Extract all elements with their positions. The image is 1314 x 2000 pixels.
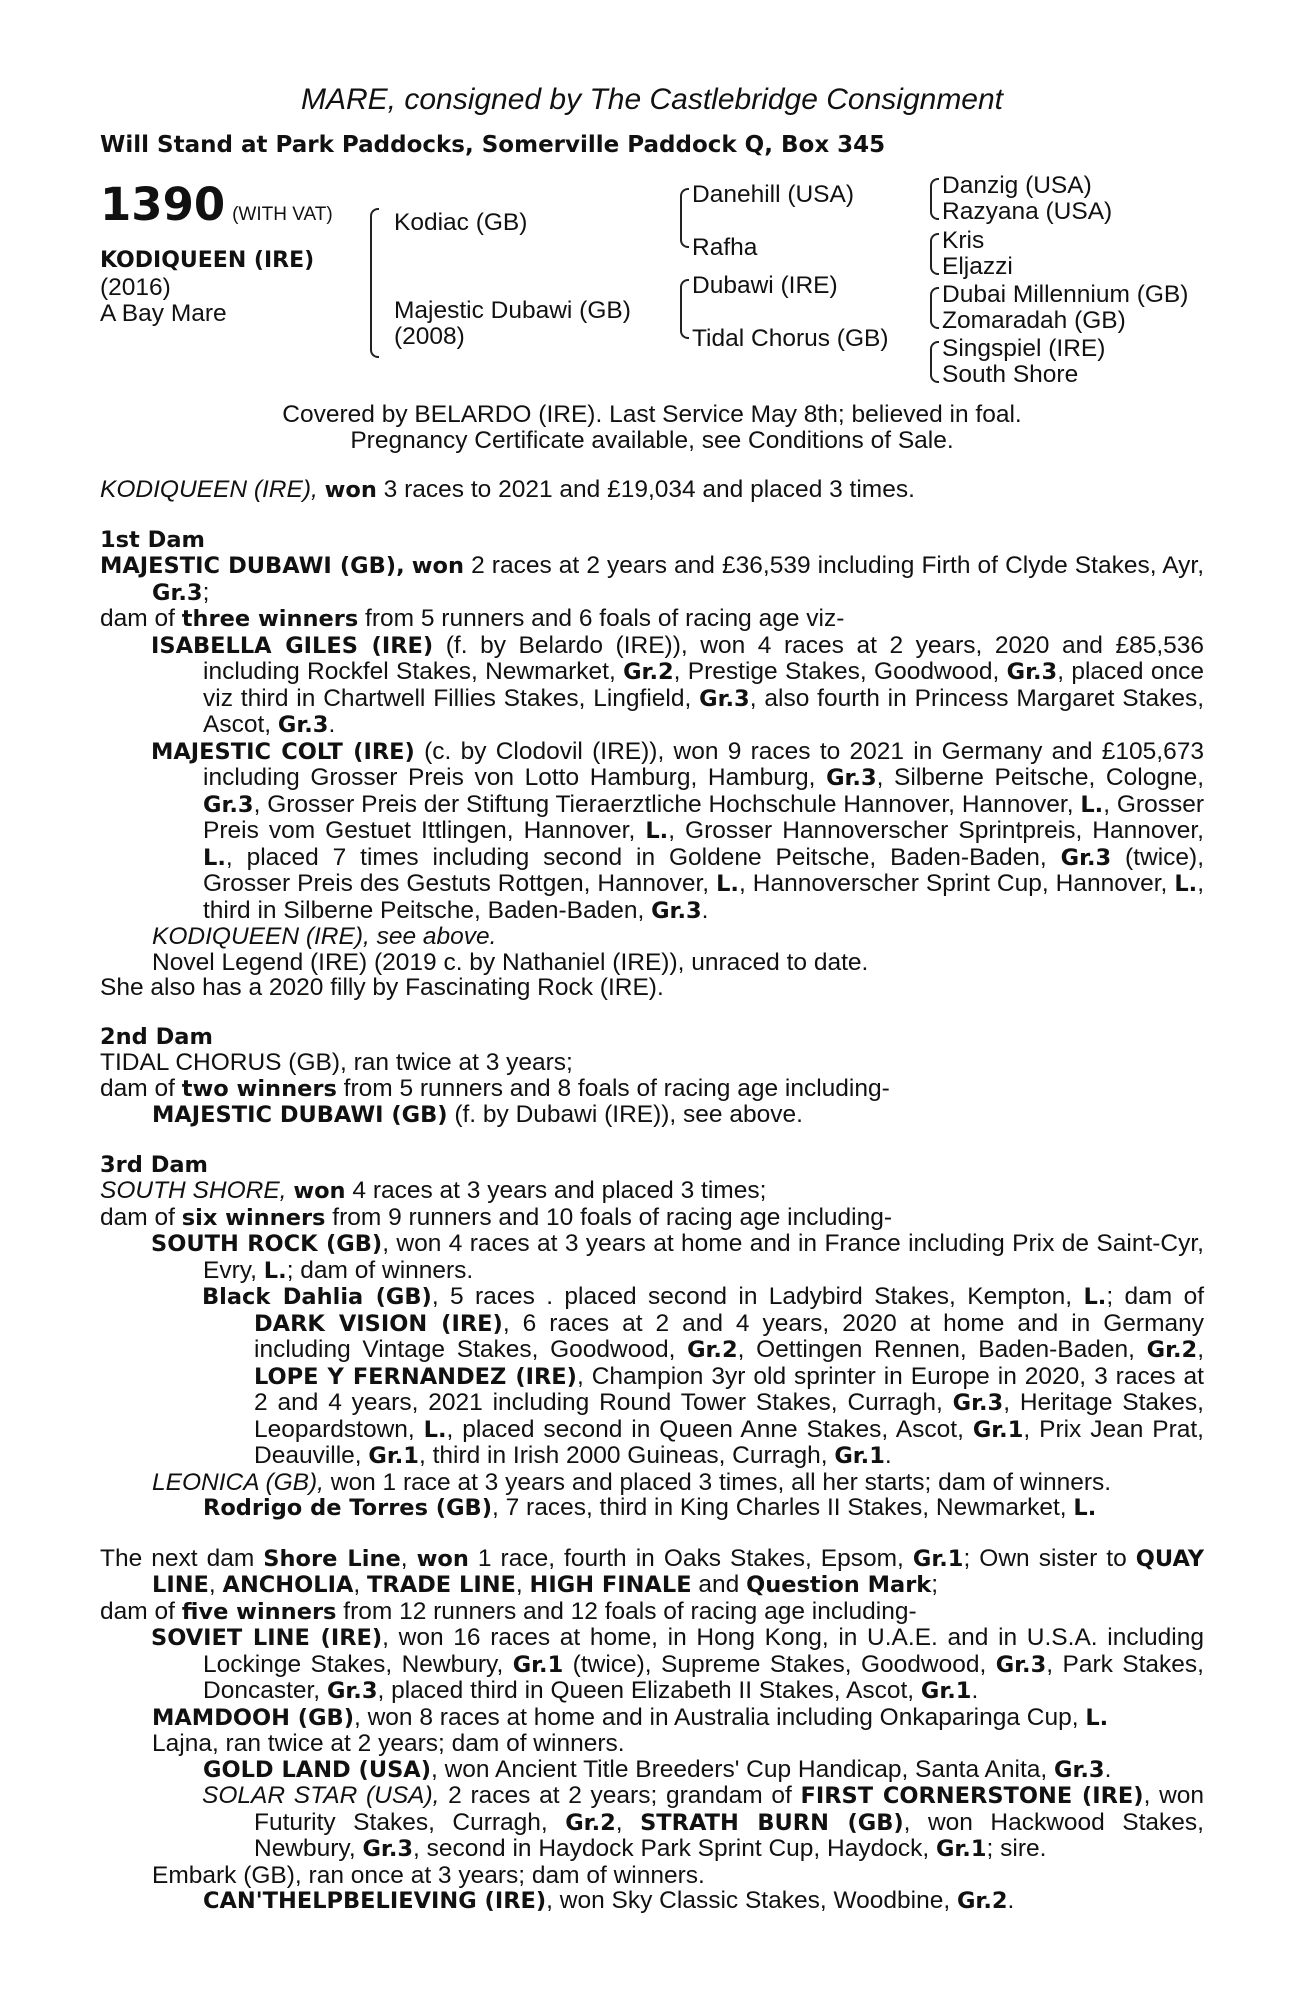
grade: Gr.2 — [623, 659, 674, 685]
text: from 5 runners and 6 foals of racing age viz- — [358, 605, 845, 632]
produce-summary — [100, 1205, 1204, 1232]
text: , Oettingen Rennen, Baden-Baden, — [737, 1336, 1147, 1363]
text: 4 races at 3 years and placed 3 times; — [345, 1177, 767, 1204]
text: , Grosser Preis der Stiftung Tieraerztliche Hochschule Hannover, Hannover, — [253, 790, 1081, 818]
covering-line: Pregnancy Certificate available, see Conditions of Sale. — [350, 426, 954, 454]
pedigree-gen2: Dubawi (IRE) — [692, 272, 838, 299]
grade: Gr.1 — [972, 1416, 1024, 1443]
section-heading: 2nd Dam — [100, 1023, 213, 1050]
text: ; dam of — [1106, 1283, 1204, 1310]
produce-summary — [100, 1599, 1204, 1626]
text: , — [1197, 1336, 1205, 1363]
horse-name-ref: KODIQUEEN (IRE), — [100, 476, 318, 503]
bracket — [930, 287, 939, 329]
produce-entry — [100, 1757, 1204, 1784]
text: , Grosser Preis vom Gestuet Ittlingen, Hannover, — [203, 790, 1204, 844]
grade: Gr.3 — [326, 1678, 378, 1704]
horse-name: LOPE Y FERNANDEZ (IRE) — [254, 1363, 577, 1390]
grade: Gr.3 — [995, 1651, 1047, 1678]
horse-name: SOLAR STAR (USA), — [202, 1782, 440, 1809]
text: . — [701, 896, 709, 924]
bracket — [680, 279, 689, 339]
won-label: won — [293, 1178, 346, 1204]
text: from 12 runners and 12 foals of racing age including- — [336, 1597, 917, 1625]
pedigree-gen3: Kris — [942, 227, 985, 254]
text: , Hannoverscher Sprint Cup, Hannover, — [738, 870, 1175, 897]
text: , won 4 races at 3 years at home and in France including Prix de Saint-Cyr, Evry, — [203, 1230, 1204, 1284]
text: , also fourth in Princess Margaret Stakes, Ascot, — [203, 684, 1204, 738]
text: 1 race, fourth in Oaks Stakes, Epsom, — [468, 1544, 913, 1572]
pedigree-sire: Kodiac (GB) — [394, 209, 528, 236]
pedigree-gen3: Zomaradah (GB) — [942, 307, 1126, 334]
text: , placed third in Queen Elizabeth II Stakes, Ascot, — [377, 1677, 921, 1704]
dam-record — [100, 1178, 1204, 1205]
horse-name: CAN'THELPBELIEVING (IRE) — [203, 1888, 547, 1914]
text: . — [1104, 1755, 1112, 1783]
grade: Gr.1 — [912, 1545, 964, 1572]
horse-name: ISABELLA GILES (IRE) — [151, 632, 434, 659]
bracket — [680, 188, 689, 248]
pedigree-gen3: Razyana (USA) — [942, 198, 1113, 225]
text: 3 races to 2021 and £19,034 and placed 3 times. — [376, 476, 915, 503]
text: , won Futurity Stakes, Curragh, — [254, 1782, 1205, 1836]
produce-entry — [100, 1888, 1204, 1915]
grade: L. — [263, 1257, 287, 1284]
text: (c. by Clodovil (IRE)), won 9 races to 2021 in Germany and £105,673 including Grosser Preis von Lotto Hamburg, Hamburg, — [203, 737, 1204, 791]
text: , — [208, 1571, 223, 1598]
pedigree-dam: Majestic Dubawi (GB) — [394, 297, 631, 324]
horse-name: HIGH FINALE — [529, 1572, 692, 1598]
text: 2 races at 2 years; grandam of — [439, 1782, 801, 1809]
text: , Park Stakes, Doncaster, — [203, 1650, 1204, 1704]
grade: L. — [203, 844, 226, 871]
horse-name: LEONICA (GB), — [152, 1468, 324, 1496]
bracket — [930, 233, 939, 275]
winners-count: five winners — [181, 1598, 337, 1625]
text: , won Sky Classic Stakes, Woodbine, — [546, 1887, 957, 1914]
grade: Gr.1 — [834, 1443, 885, 1469]
produce-entry: Novel Legend (IRE) (2019 c. by Nathaniel (IRE)), unraced to date. — [152, 948, 869, 976]
pedigree-gen2: Danehill (USA) — [692, 181, 855, 208]
horse-name: MAMDOOH (GB) — [152, 1704, 354, 1731]
grade: Gr.3 — [826, 765, 877, 791]
bracket — [930, 341, 939, 383]
dam-record — [100, 553, 1204, 606]
text: dam of — [100, 605, 182, 632]
grade: Gr.2 — [1146, 1337, 1198, 1363]
bracket — [370, 208, 379, 358]
horse-name: MAJESTIC COLT (IRE) — [151, 738, 415, 765]
grade: Gr.3 — [1054, 1756, 1105, 1783]
pedigree-table — [100, 174, 1204, 400]
text: ; — [931, 1571, 939, 1598]
text: , third in Irish 2000 Guineas, Curragh, — [418, 1442, 835, 1469]
text: , won 16 races at home, in Hong Kong, in U.A.E. and in U.S.A. including Lockinge Stakes, Newbury, — [203, 1624, 1204, 1678]
horse-name: SOVIET LINE (IRE) — [151, 1625, 383, 1651]
text: , third in Silberne Peitsche, Baden-Baden, — [203, 870, 1205, 924]
covering-line: Covered by BELARDO (IRE). Last Service May 8th; believed in foal. — [282, 401, 1022, 428]
horse-name: Question Mark — [746, 1572, 932, 1598]
grade: Gr.1 — [920, 1678, 972, 1704]
produce-summary — [100, 606, 1204, 633]
produce-entry — [100, 1625, 1204, 1705]
horse-name: SOUTH SHORE, — [100, 1177, 287, 1204]
text: and — [691, 1571, 747, 1598]
grade: Gr.2 — [956, 1888, 1008, 1914]
text: , 5 races . placed second in Ladybird Stakes, Kempton, — [431, 1283, 1084, 1310]
grade: Gr.3 — [699, 685, 750, 712]
grade: Gr.3 — [1060, 844, 1112, 871]
produce-entry: Lajna, ran twice at 2 years; dam of winners. — [152, 1730, 625, 1757]
grade: Gr.3 — [1006, 659, 1058, 685]
text: dam of — [100, 1597, 182, 1625]
grade: Gr.3 — [362, 1836, 414, 1862]
text: 2 races at 2 years and £36,539 including Firth of Clyde Stakes, Ayr, — [464, 552, 1204, 579]
horse-summary — [100, 477, 1204, 504]
pedigree-gen3: South Shore — [942, 361, 1079, 388]
page-title: MARE, consigned by The Castlebridge Consignment — [300, 83, 1004, 116]
won-label: won — [324, 477, 377, 503]
horse-name: MAJESTIC DUBAWI (GB) — [152, 1102, 448, 1128]
produce-entry — [100, 1470, 1204, 1496]
text: , second in Haydock Park Sprint Cup, Haydock, — [413, 1835, 936, 1862]
produce-entry — [100, 1102, 1204, 1129]
grade: Gr.2 — [565, 1809, 616, 1836]
text: , Silberne Peitsche, Cologne, — [876, 764, 1204, 791]
text: (f. by Belardo (IRE)), won 4 races at 2 years, 2020 and £85,536 including Rockfel Stakes, Newmarket, — [203, 631, 1205, 685]
grade: Gr.1 — [935, 1836, 987, 1862]
text: ; Own sister to — [963, 1544, 1136, 1572]
text: dam of — [100, 1203, 182, 1231]
grade: Gr.3 — [952, 1390, 1004, 1416]
text: , — [353, 1571, 368, 1598]
text: , placed 7 times including second in Goldene Peitsche, Baden-Baden, — [225, 843, 1061, 871]
pedigree-gen2: Rafha — [692, 234, 758, 261]
next-dam-record — [100, 1546, 1204, 1599]
text: (f. by Dubawi (IRE)), see above. — [447, 1101, 803, 1128]
text: won 1 race at 3 years and placed 3 times, all her starts; dam of winners. — [323, 1468, 1112, 1496]
text: , Prestige Stakes, Goodwood, — [673, 658, 1007, 685]
catalogue-page — [100, 82, 1204, 1915]
text: , — [515, 1571, 530, 1598]
produce-entry — [100, 739, 1204, 925]
text: (twice), Supreme Stakes, Goodwood, — [563, 1650, 996, 1678]
section-heading: 3rd Dam — [100, 1151, 208, 1178]
section-heading: 1st Dam — [100, 526, 205, 553]
grade: L. — [1073, 1495, 1097, 1521]
grade: L. — [423, 1416, 447, 1443]
pedigree-dam-year: (2008) — [394, 323, 465, 350]
horse-name: QUAY LINE — [152, 1545, 1204, 1598]
produce-summary — [100, 1076, 1204, 1103]
horse-name: STRATH BURN (GB) — [640, 1809, 904, 1836]
text: ; — [202, 578, 210, 606]
grade: Gr.3 — [277, 712, 329, 738]
pedigree-gen3: Danzig (USA) — [942, 172, 1092, 199]
text: , placed second in Queen Anne Stakes, Ascot, — [446, 1415, 973, 1443]
won-label: won — [411, 553, 464, 579]
pedigree-gen3: Singspiel (IRE) — [942, 335, 1106, 362]
grade: L. — [1174, 871, 1198, 897]
horse-name: Black Dahlia (GB) — [202, 1284, 432, 1310]
text: , won 8 races at home and in Australia including Onkaparinga Cup, — [353, 1703, 1086, 1731]
pedigree-gen3: Dubai Millennium (GB) — [942, 281, 1189, 308]
text: , Grosser Hannoverscher Sprintpreis, Hannover, — [668, 817, 1204, 844]
horse-name: TRADE LINE — [367, 1572, 516, 1598]
horse-name: DARK VISION (IRE) — [254, 1310, 503, 1337]
lot-number-block — [100, 180, 333, 230]
text: , — [400, 1544, 417, 1572]
text: ; dam of winners. — [286, 1256, 474, 1284]
horse-name: MAJESTIC DUBAWI (GB), — [100, 553, 405, 579]
pedigree-gen3: Eljazzi — [942, 253, 1013, 280]
horse-name: Rodrigo de Torres (GB) — [203, 1495, 492, 1521]
text: , 7 races, third in King Charles II Stakes, Newmarket, — [491, 1494, 1074, 1521]
grade: Gr.1 — [512, 1651, 564, 1678]
horse-year: (2016) — [100, 274, 171, 301]
text: The next dam — [100, 1544, 264, 1572]
grade: L. — [716, 871, 739, 897]
winners-count: six winners — [181, 1204, 326, 1231]
text: ; sire. — [986, 1835, 1047, 1862]
text: , 6 races at 2 and 4 years, 2020 at home and in Germany including Vintage Stakes, Goodwood, — [254, 1309, 1204, 1363]
grade: Gr.2 — [687, 1337, 738, 1363]
text: from 9 runners and 10 foals of racing age including- — [325, 1203, 893, 1231]
won-label: won — [416, 1545, 469, 1572]
vat-note: (WITH VAT) — [232, 204, 333, 225]
grade: Gr.1 — [368, 1443, 419, 1469]
text: , — [615, 1808, 641, 1836]
produce-entry: Embark (GB), ran once at 3 years; dam of winners. — [152, 1861, 705, 1889]
text: , won Ancient Title Breeders' Cup Handicap, Santa Anita, — [431, 1755, 1054, 1783]
grade: L. — [1080, 791, 1104, 818]
text: , Heritage Stakes, Leopardstown, — [254, 1389, 1204, 1443]
winners-count: two winners — [181, 1075, 337, 1102]
produce-entry — [100, 1783, 1204, 1863]
dam-record: TIDAL CHORUS (GB), ran twice at 3 years; — [100, 1049, 573, 1076]
produce-entry — [100, 1284, 1204, 1470]
horse-name: Shore Line — [263, 1545, 401, 1572]
winners-count: three winners — [181, 606, 359, 632]
produce-entry — [100, 1705, 1204, 1732]
text: , placed once viz third in Chartwell Fillies Stakes, Lingfield, — [203, 658, 1204, 712]
grade: L. — [1085, 1704, 1109, 1731]
text: , Champion 3yr old sprinter in Europe in 2020, 3 races at 2 and 4 years, 2021 including Round Tower Stakes, Curragh, — [254, 1362, 1204, 1416]
grade: Gr.3 — [651, 897, 702, 924]
bracket — [930, 178, 939, 220]
horse-name: GOLD LAND (USA) — [203, 1756, 431, 1783]
text: . — [884, 1442, 892, 1469]
grade: Gr.3 — [152, 579, 203, 606]
text: (twice), Grosser Preis des Gestuts Rottgen, Hannover, — [203, 843, 1205, 897]
produce-note: She also has a 2020 filly by Fascinating Rock (IRE). — [100, 974, 664, 1001]
text: , won Hackwood Stakes, Newbury, — [254, 1808, 1204, 1862]
stand-location: Will Stand at Park Paddocks, Somerville Paddock Q, Box 345 — [100, 132, 886, 158]
grade: L. — [1083, 1284, 1107, 1310]
grade: L. — [645, 818, 669, 844]
horse-name: KODIQUEEN (IRE) — [100, 248, 315, 273]
text: . — [971, 1677, 979, 1704]
horse-description: A Bay Mare — [100, 300, 227, 327]
text: from 5 runners and 8 foals of racing age including- — [336, 1074, 890, 1102]
text: . — [328, 711, 336, 738]
covering-note — [100, 402, 1204, 453]
horse-name: SOUTH ROCK (GB) — [151, 1231, 383, 1257]
grade: Gr.3 — [203, 791, 254, 818]
produce-entry: KODIQUEEN (IRE), see above. — [152, 923, 497, 950]
lot-number: 1390 — [100, 178, 226, 231]
produce-entry — [100, 1495, 1204, 1522]
text: dam of — [100, 1074, 182, 1102]
pedigree-gen2: Tidal Chorus (GB) — [692, 325, 889, 352]
text: . — [1007, 1887, 1015, 1914]
produce-entry — [100, 633, 1204, 739]
produce-entry — [100, 1231, 1204, 1284]
text: , Prix Jean Prat, Deauville, — [254, 1415, 1204, 1469]
horse-name: ANCHOLIA — [222, 1572, 354, 1598]
horse-name: FIRST CORNERSTONE (IRE) — [800, 1783, 1144, 1809]
